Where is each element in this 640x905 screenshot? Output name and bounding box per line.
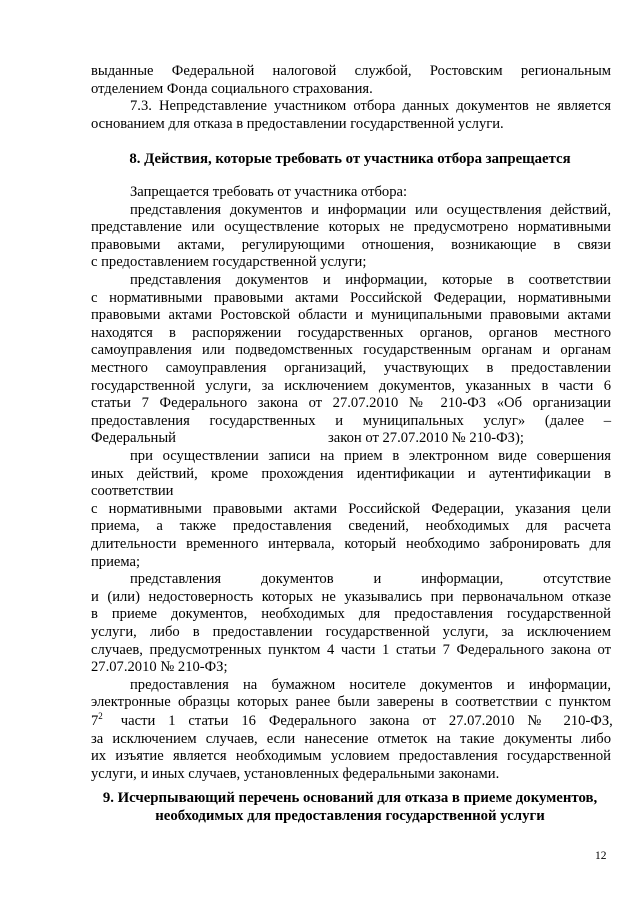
text-line: с нормативными правовыми актами Российской Федерации, указания цели: [91, 500, 611, 517]
text-line: выданные Федеральной налоговой службой, Ростовским региональным: [91, 63, 611, 79]
text-line: с нормативными правовыми актами Российской Федерации, нормативными: [91, 289, 611, 306]
section-heading-9-line-2: необходимых для предоставления государственной услуги: [155, 808, 545, 824]
text-line: приема, а также предоставления сведений, необходимых для расчета: [91, 518, 611, 535]
text-line: услуги, и иных случаев, установленных федеральными законами.: [91, 765, 500, 782]
text-line: правовыми актами Ростовской области и муниципальными правовыми актами: [91, 307, 611, 324]
text-line: правовыми актами, регулирующими отношения, возникающие в связи: [91, 236, 611, 253]
text-line: с предоставлением государственной услуги;: [91, 254, 367, 271]
text-line: местного самоуправления организаций, участвующих в предоставлении: [91, 360, 611, 376]
text-line: приема;: [91, 553, 141, 570]
superscript-line-rest: части 1 статьи 16 Федерального закона от 27.07.2010 № 210-ФЗ,: [120, 713, 613, 729]
text-line: представления документов и информации, которые в соответствии: [130, 272, 611, 288]
text-line: отделением Фонда социального страхования.: [91, 80, 373, 97]
text-line: предоставления на бумажном носителе документов и информации,: [130, 676, 611, 693]
split-line-right: закон от 27.07.2010 № 210-ФЗ);: [328, 430, 524, 447]
text-line: 7.3. Непредставление участником отбора данных документов не является: [130, 98, 611, 115]
text-line: случаев, предусмотренных пунктом 4 части 1 статьи 7 Федерального закона от: [91, 641, 611, 658]
text-line: и (или) недостоверность которых не указывались при первоначальном отказе: [91, 588, 611, 605]
text-line: предоставления государственных и муниципальных услуг» (далее –: [91, 412, 611, 429]
text-line: статьи 7 Федерального закона от 27.07.2010 № 210-ФЗ «Об организации: [91, 395, 611, 412]
text-line: представления документов и информации, отсутствие: [130, 571, 611, 588]
split-line: [91, 430, 611, 447]
page-number: 12: [595, 850, 607, 862]
text-line: представление или осуществление которых не предусмотрено нормативными: [91, 219, 611, 236]
superscript-line-number: 7: [91, 713, 99, 729]
text-line: Запрещается требовать от участника отбора:: [130, 184, 408, 200]
text-line: электронные образцы которых ранее были заверены в соответствии с пунктом: [91, 694, 611, 711]
text-line: государственной услуги, за исключением документов, указанных в части 6: [91, 377, 611, 394]
text-line: при осуществлении записи на прием в электронном виде совершения: [130, 448, 611, 464]
text-line: соответствии: [91, 483, 174, 500]
text-line: находятся в распоряжении государственных органов, органов местного: [91, 324, 611, 341]
superscript-line: [91, 713, 611, 730]
split-line-left: Федеральный: [91, 430, 176, 447]
text-line: иных действий, кроме прохождения идентификации и аутентификации в: [91, 465, 611, 482]
text-line: представления документов и информации или осуществления действий,: [130, 201, 611, 218]
text-line: в приеме документов, необходимых для предоставления государственной: [91, 606, 611, 623]
text-line: длительности временного интервала, который необходимо забронировать для: [91, 536, 611, 552]
text-line: 27.07.2010 № 210-ФЗ;: [91, 659, 228, 676]
text-line: их изъятие является необходимым условием предоставления государственной: [91, 748, 611, 765]
text-line: основанием для отказа в предоставлении государственной услуги.: [91, 115, 504, 132]
section-heading-9-line-1: 9. Исчерпывающий перечень оснований для отказа в приеме документов,: [102, 790, 598, 806]
superscript: 2: [98, 711, 103, 721]
text-line: услуги, либо в предоставлении государственной услуги, за исключением: [91, 624, 611, 640]
text-line: самоуправления или подведомственных государственным органам и органам: [91, 342, 611, 359]
section-heading-8: 8. Действия, которые требовать от участника отбора запрещается: [129, 151, 571, 167]
text-line: за исключением случаев, если нанесение отметок на такие документы либо: [91, 730, 611, 747]
